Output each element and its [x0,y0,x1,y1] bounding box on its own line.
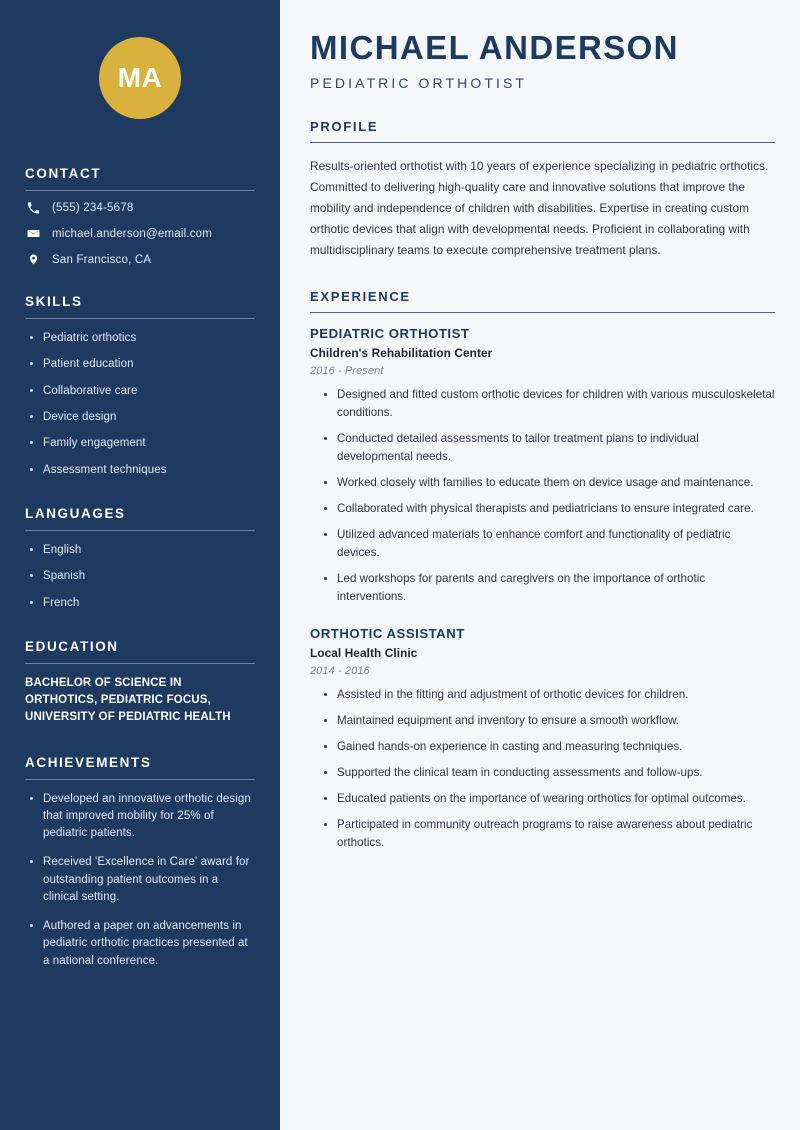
job-bullets [310,686,775,852]
list-item: Family engagement [27,435,255,451]
list-item: Gained hands-on experience in casting and measuring techniques. [322,738,775,756]
list-item: Utilized advanced materials to enhance comfort and functionality of pediatric devices. [322,526,775,562]
job-dates: 2016 - Present [310,365,384,378]
list-item: Spanish [27,568,255,584]
sidebar-skills-heading: SKILLS [25,294,83,309]
location-pin-icon [25,253,41,266]
contact-location-value: San Francisco, CA [52,253,152,266]
contact-item-email[interactable] [25,227,255,240]
sidebar-languages-divider [25,530,255,531]
sidebar-achievements-divider [25,779,255,780]
skills-list [25,330,255,478]
sidebar-languages-heading: LANGUAGES [25,505,126,521]
sidebar-section-achievements [25,755,255,970]
experience-divider [310,312,775,313]
list-item: Worked closely with families to educate them on device usage and maintenance. [322,474,775,492]
header-job-title: PEDIATRIC ORTHOTIST [310,74,528,91]
contact-email-value: michael.anderson@email.com [52,227,213,240]
list-item: Collaborated with physical therapists and pediatricians to ensure integrated care. [322,500,775,518]
contact-item-location[interactable] [25,253,255,266]
sidebar-education-divider [25,663,255,664]
languages-list [25,542,255,611]
profile-heading: PROFILE [310,118,379,134]
list-item: Received 'Excellence in Care' award for outstanding patient outcomes in a clinical setting. [27,854,255,906]
sidebar-section-skills [25,294,255,478]
contact-phone-value: (555) 234-5678 [52,202,134,214]
profile-divider [310,142,775,143]
avatar-container [25,0,255,119]
achievements-list [25,791,255,970]
list-item: Patient education [27,356,255,372]
contact-item-phone[interactable] [25,202,255,214]
list-item: Participated in community outreach programs to raise awareness about pediatric orthotics. [322,816,775,852]
list-item: Device design [27,409,255,425]
sidebar-skills-divider [25,318,255,319]
list-item: Maintained equipment and inventory to ensure a smooth workflow. [322,712,775,730]
list-item: Pediatric orthotics [27,330,255,346]
experience-job [310,326,775,606]
list-item: Designed and fitted custom orthotic devices for children with various musculoskeletal conditions. [322,386,775,422]
job-dates: 2014 - 2016 [310,664,370,677]
list-item: English [27,542,255,558]
sidebar-section-education [25,639,255,727]
job-bullets [310,386,775,606]
sidebar-education-heading: EDUCATION [25,638,119,654]
list-item: Supported the clinical team in conducting assessments and follow-ups. [322,764,775,782]
sidebar-contact-heading: CONTACT [25,166,102,181]
list-item: Educated patients on the importance of wearing orthotics for optimal outcomes. [322,790,775,808]
sidebar-achievements-heading: ACHIEVEMENTS [25,754,152,770]
sidebar-contact-divider [25,190,255,191]
main-content [280,0,800,1130]
section-profile [310,119,775,261]
list-item: Authored a paper on advancements in pediatric orthotic practices presented at a national conference. [27,918,255,970]
list-item: Developed an innovative orthotic design that improved mobility for 25% of pediatric patients. [27,791,255,843]
job-company: Children's Rehabilitation Center [310,346,493,361]
list-item: Collaborative care [27,383,255,399]
list-item: Led workshops for parents and caregivers on the importance of orthotic interventions. [322,570,775,606]
sidebar [0,0,280,1130]
page-title: MICHAEL ANDERSON [310,29,679,66]
envelope-icon [25,227,41,240]
list-item: Assessment techniques [27,462,255,478]
sidebar-section-languages [25,506,255,611]
job-role: ORTHOTIC ASSISTANT [310,625,465,641]
education-degree: BACHELOR OF SCIENCE IN ORTHOTICS, PEDIATRIC FOCUS, UNIVERSITY OF PEDIATRIC HEALTH [25,676,231,724]
phone-icon [25,202,41,214]
contact-list [25,202,255,266]
list-item: Conducted detailed assessments to tailor treatment plans to individual developmental needs. [322,430,775,466]
sidebar-section-contact [25,166,255,266]
avatar-initials: MA [99,37,181,119]
experience-job [310,626,775,852]
experience-heading: EXPERIENCE [310,288,411,304]
section-experience [310,289,775,852]
job-role: PEDIATRIC ORTHOTIST [310,326,470,342]
list-item: Assisted in the fitting and adjustment of orthotic devices for children. [322,686,775,704]
job-company: Local Health Clinic [310,645,418,660]
list-item: French [27,595,255,611]
profile-text: Results-oriented orthotist with 10 years of experience specializing in pediatric orthotics. Committed to delivering high-quality care and innovative solutions that improve the mobility and independence of children with disabilities. Expertise in creating custom orthotic devices that align with developmental needs. Proficient in collaborating with multidisciplinary teams to execute comprehensive treatment plans. [310,159,769,257]
